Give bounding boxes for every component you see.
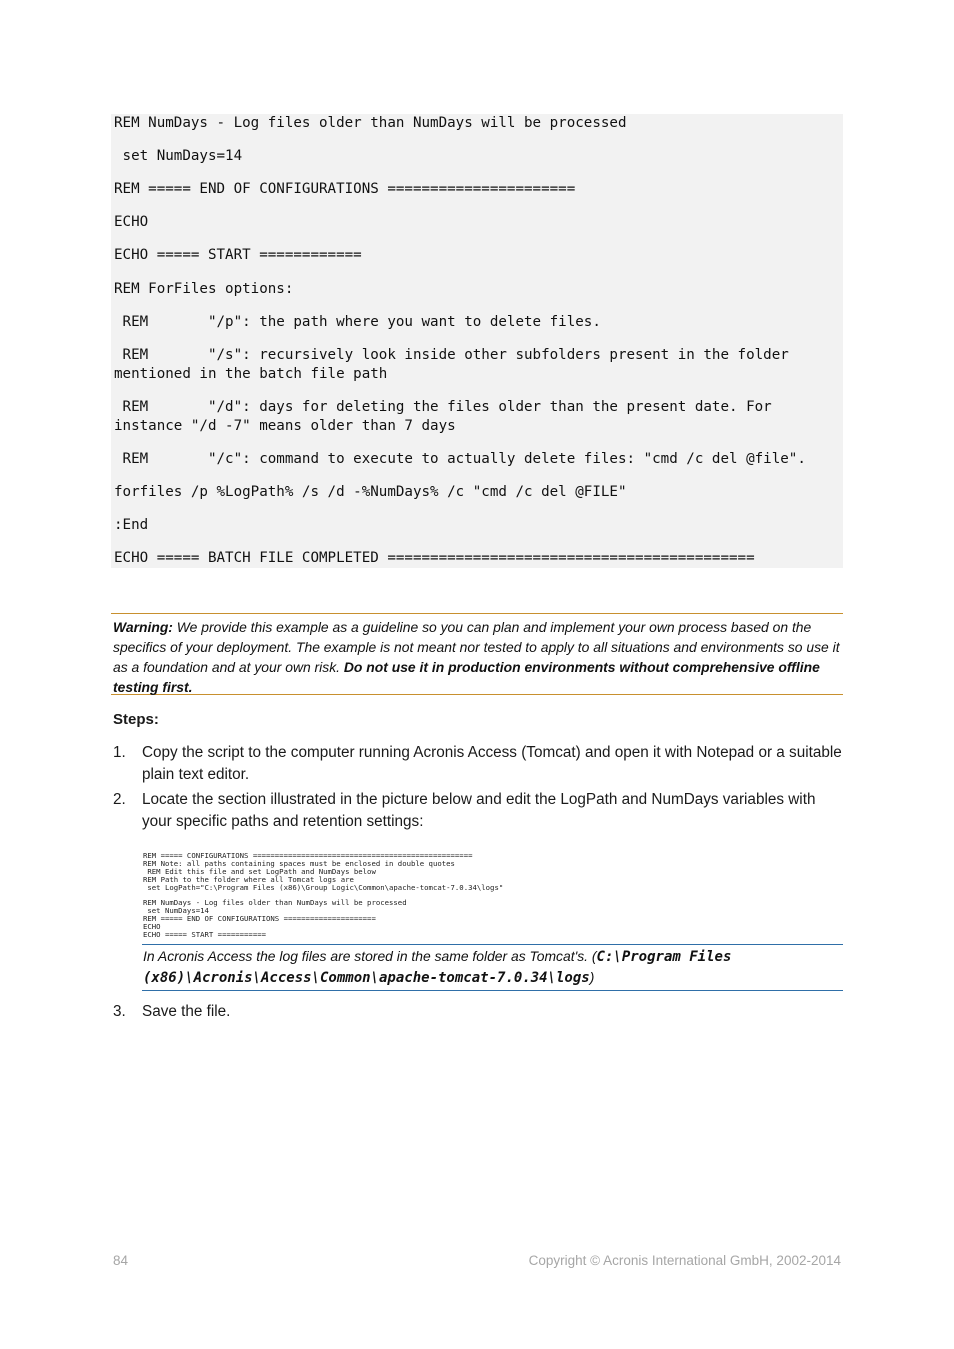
copyright-text: Copyright © Acronis International GmbH, 2002-2014 xyxy=(528,1253,841,1268)
code-line: ECHO xyxy=(114,214,149,230)
note-close: ) xyxy=(589,969,595,985)
code-line: REM ===== END OF CONFIGURATIONS ====================== xyxy=(114,181,576,197)
screenshot-line: REM Note: all paths containing spaces must be enclosed in double quotes xyxy=(143,859,455,868)
step-number: 2. xyxy=(113,791,126,808)
code-line: :End xyxy=(114,517,149,533)
code-line: REM NumDays - Log files older than NumDays will be processed xyxy=(114,115,627,131)
warning-emphasis: Do not use it in production environments without comprehensive offline testing first. xyxy=(113,659,820,695)
warning-box xyxy=(111,613,843,695)
code-line: REM "/d": days for deleting the files older than the present date. For instance "/d -7" means older than 7 days xyxy=(114,399,781,434)
note-box xyxy=(142,944,843,991)
code-line: forfiles /p %LogPath% /s /d -%NumDays% /c "cmd /c del @FILE" xyxy=(114,484,627,500)
note-path: C:\Program Files (x86)\Acronis\Access\Common\apache-tomcat-7.0.34\logs xyxy=(143,949,732,986)
screenshot-line: set NumDays=14 xyxy=(143,906,209,915)
code-line: REM "/s": recursively look inside other subfolders present in the folder mentioned in the batch file path xyxy=(114,347,798,382)
code-line: REM "/p": the path where you want to delete files. xyxy=(114,314,601,330)
code-block xyxy=(111,114,843,568)
configuration-screenshot xyxy=(142,851,562,941)
screenshot-line: REM NumDays - Log files older than NumDays will be processed xyxy=(143,898,407,907)
step-text: Save the file. xyxy=(142,1003,231,1020)
warning-text: We provide this example as a guideline so you can plan and implement your own process based on the specifics of your deployment. The example is not meant nor tested to apply to all situations and environments so use it as a foundation and at your own risk. xyxy=(113,619,840,675)
steps-heading: Steps: xyxy=(113,711,159,728)
warning-label: Warning: xyxy=(113,619,173,635)
step-number: 3. xyxy=(113,1003,126,1020)
code-line: set NumDays=14 xyxy=(114,148,243,164)
note-text: In Acronis Access the log files are stored in the same folder as Tomcat's. ( xyxy=(143,948,597,964)
code-line: REM "/c": command to execute to actually delete files: "cmd /c del @file". xyxy=(114,451,806,467)
screenshot-line: REM ===== END OF CONFIGURATIONS ===================== xyxy=(143,914,376,923)
code-line: REM ForFiles options: xyxy=(114,281,294,297)
step-text: Locate the section illustrated in the picture below and edit the LogPath and NumDays variables with your specific paths and retention settings: xyxy=(142,791,816,830)
code-line: ECHO ===== BATCH FILE COMPLETED =========================================== xyxy=(114,550,755,566)
screenshot-line: ECHO ===== START =========== xyxy=(143,930,267,939)
screenshot-line: set LogPath="C:\Program Files (x86)\Group Logic\Common\apache-tomcat-7.0.34\logs" xyxy=(143,883,504,892)
screenshot-line: REM ===== CONFIGURATIONS ================================================== xyxy=(143,851,473,860)
screenshot-line: REM Path to the folder where all Tomcat logs are xyxy=(143,875,354,884)
page-number: 84 xyxy=(113,1253,129,1268)
screenshot-line: REM Edit this file and set LogPath and NumDays below xyxy=(143,867,376,876)
screenshot-line: ECHO xyxy=(143,922,161,931)
step-number: 1. xyxy=(113,744,126,761)
code-line: ECHO ===== START ============ xyxy=(114,247,362,263)
step-text: Copy the script to the computer running Acronis Access (Tomcat) and open it with Notepad or a suitable plain text editor. xyxy=(142,744,842,783)
